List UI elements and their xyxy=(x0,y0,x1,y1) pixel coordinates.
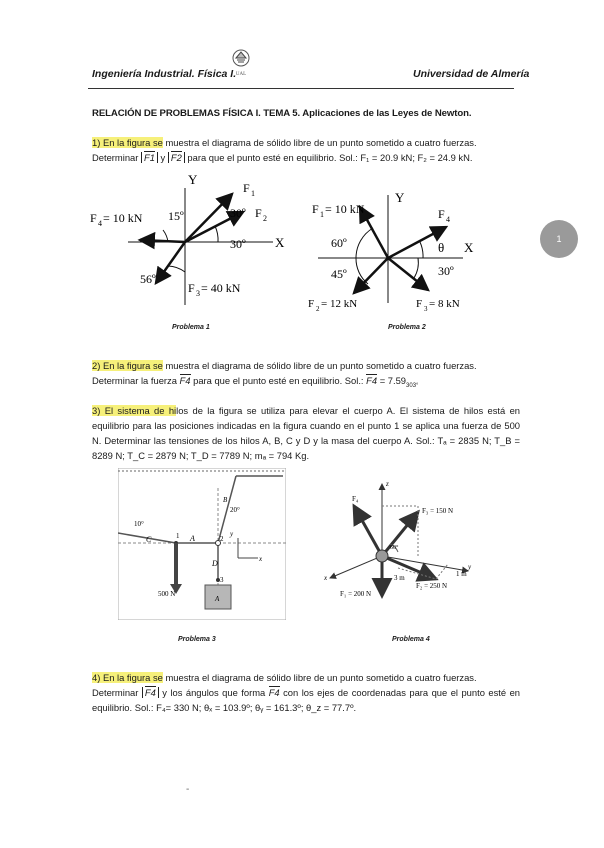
fig1-label-a15: 15º xyxy=(168,209,184,223)
figure-problem-3 xyxy=(118,468,286,620)
university-logo xyxy=(228,48,254,78)
vec-F1: F1 xyxy=(143,152,155,163)
svg-text:B: B xyxy=(223,496,228,504)
svg-text:A: A xyxy=(190,534,195,543)
fig1-label-F2: F xyxy=(255,206,262,220)
problem-4-highlight: 4) En la figura se xyxy=(92,672,163,683)
fig1-vector-F3 xyxy=(156,242,185,283)
svg-text:10°: 10° xyxy=(134,520,144,528)
page-tab: 1 xyxy=(540,220,578,258)
caption-problem-2: Problema 2 xyxy=(388,324,426,331)
svg-text:3: 3 xyxy=(424,305,428,313)
problem-2-text: 2) En la figura se muestra el diagrama de sólido libre de un punto sometido a cuatro fuerzas. Determinar la fuerza F4 para que el punto esté en equilibrio. Sol.: $F4 = 7.59_{303^\circ}$ xyxy=(92,360,477,389)
vec-F4: F4 xyxy=(179,375,191,386)
svg-text:2: 2 xyxy=(263,214,267,223)
svg-text:2: 2 xyxy=(220,535,224,543)
svg-text:1 m: 1 m xyxy=(456,570,467,578)
fig4-y-axis xyxy=(382,556,468,571)
caption-problem-4: Problema 4 xyxy=(392,636,430,643)
problem-1-highlight: 1) En la figura se xyxy=(92,137,163,148)
header-university: Universidad de Almería xyxy=(413,68,530,80)
fig2-label-Y: Y xyxy=(395,190,405,205)
svg-text:y: y xyxy=(230,530,234,538)
fig2-label-theta: θ xyxy=(438,240,445,255)
fig2-label-a60: 60º xyxy=(331,236,347,250)
problem-3-text: 3) El sistema de hilos de la figura se utiliza para elevar el cuerpo A. El sistema de hilos está en equilibrio para las posiciones indicadas en la figura cuando en el punto 1 se aplica una fuerza de 500 N. Determinar las tensiones de los hilos A, B, C y D y la masa del cuerpo A. Sol.: Tₐ = 2835 N; T_B = 8289 N; T_C = 2879 N; T_D = 7789 N; mₐ = 794 Kg. xyxy=(92,405,520,461)
fig1-label-F3: F xyxy=(188,281,195,295)
figure-problem-1 xyxy=(88,170,298,320)
fig4-x-axis xyxy=(330,556,382,578)
fig1-label-F1: F xyxy=(243,181,250,195)
svg-text:F₁ = 200 N: F₁ = 200 N xyxy=(340,590,372,598)
svg-text:3: 3 xyxy=(196,289,200,298)
footer-mark: - xyxy=(186,784,190,795)
svg-text:3 m: 3 m xyxy=(394,574,405,582)
fig1-label-a30: 30º xyxy=(230,206,246,220)
fig4-vector-F2 xyxy=(382,556,436,579)
fig2-label-F2: F xyxy=(308,298,315,310)
fig4-vector-F4 xyxy=(354,506,382,556)
svg-text:F₄: F₄ xyxy=(352,495,359,503)
svg-text:A: A xyxy=(215,595,220,603)
problem-2-highlight: 2) En la figura se xyxy=(92,360,163,371)
fig2-label-a45: 45º xyxy=(331,267,347,281)
problem-1-text: 1) En la figura se muestra el diagrama de sólido libre de un punto sometido a cuatro fuerzas. Determinar F1 y F2 para que el punto esté en equilibrio. Sol.: F₁ = 20.9 kN; F₂ = 24.9 kN. xyxy=(92,137,477,163)
fig2-label-a30: 30º xyxy=(438,264,454,278)
svg-text:y: y xyxy=(468,563,472,571)
vec-F2: F2 xyxy=(170,152,182,163)
fig2-vector-F3 xyxy=(388,258,428,290)
svg-text:D: D xyxy=(212,559,218,568)
logo-text: UAL xyxy=(235,72,247,77)
svg-text:3: 3 xyxy=(220,576,224,584)
fig1-label-a30b: 30º xyxy=(230,237,246,251)
svg-text:1: 1 xyxy=(320,210,324,219)
svg-text:= 10 kN: = 10 kN xyxy=(103,211,143,225)
fig1-vector-F1 xyxy=(185,194,232,242)
svg-text:x: x xyxy=(259,555,263,563)
svg-text:4: 4 xyxy=(98,219,102,228)
svg-text:1: 1 xyxy=(176,532,180,540)
fig2-vector-F2 xyxy=(354,258,388,293)
header-divider xyxy=(88,88,514,89)
svg-text:x: x xyxy=(324,574,328,582)
svg-text:F₃ = 150 N: F₃ = 150 N xyxy=(422,507,454,515)
problem-4-text: 4) En la figura se muestra el diagrama de sólido libre de un punto sometido a cuatro fuerzas. Determinar F4 y los ángulos que forma F4 con los ejes de coordenadas para que el punto esté en equilibrio. Sol.: F₄= 330 N; θₓ = 103.9º; θᵧ = 161.3º; θ_z = 77.7º. xyxy=(92,672,520,713)
svg-text:60°: 60° xyxy=(390,545,399,551)
figure-problem-4 xyxy=(318,476,478,606)
svg-text:= 10 kN: = 10 kN xyxy=(325,202,365,216)
svg-text:= 12 kN: = 12 kN xyxy=(321,298,358,310)
fig2-label-F4: F xyxy=(438,207,445,221)
svg-text:C: C xyxy=(146,535,152,544)
fig1-label-a56: 56º xyxy=(140,272,156,286)
svg-text:= 40 kN: = 40 kN xyxy=(201,281,241,295)
fig2-label-F3: F xyxy=(416,298,423,310)
svg-text:20°: 20° xyxy=(230,506,240,514)
svg-text:500 N: 500 N xyxy=(158,590,176,598)
caption-problem-3: Problema 3 xyxy=(178,636,216,643)
svg-text:4: 4 xyxy=(446,215,450,224)
svg-text:z: z xyxy=(386,480,389,488)
caption-problem-1: Problema 1 xyxy=(172,324,210,331)
fig1-label-Y: Y xyxy=(188,172,198,187)
header-course: Ingeniería Industrial. Física I. xyxy=(92,68,237,80)
fig2-label-X: X xyxy=(464,240,474,255)
svg-text:2: 2 xyxy=(316,305,320,313)
fig2-label-F1: F xyxy=(312,202,319,216)
document-title: RELACIÓN DE PROBLEMAS FÍSICA I. TEMA 5. Aplicaciones de las Leyes de Newton. xyxy=(92,108,472,119)
fig1-label-F4: F xyxy=(90,211,97,225)
fig1-label-X: X xyxy=(275,235,285,250)
svg-text:F₂ = 250 N: F₂ = 250 N xyxy=(416,582,448,590)
svg-text:= 8 kN: = 8 kN xyxy=(429,298,460,310)
problem-3-highlight: 3) El sistema de hi xyxy=(92,405,177,416)
figure-problem-2 xyxy=(298,185,498,320)
svg-text:1: 1 xyxy=(251,189,255,198)
fig4-vector-F3 xyxy=(382,512,418,556)
